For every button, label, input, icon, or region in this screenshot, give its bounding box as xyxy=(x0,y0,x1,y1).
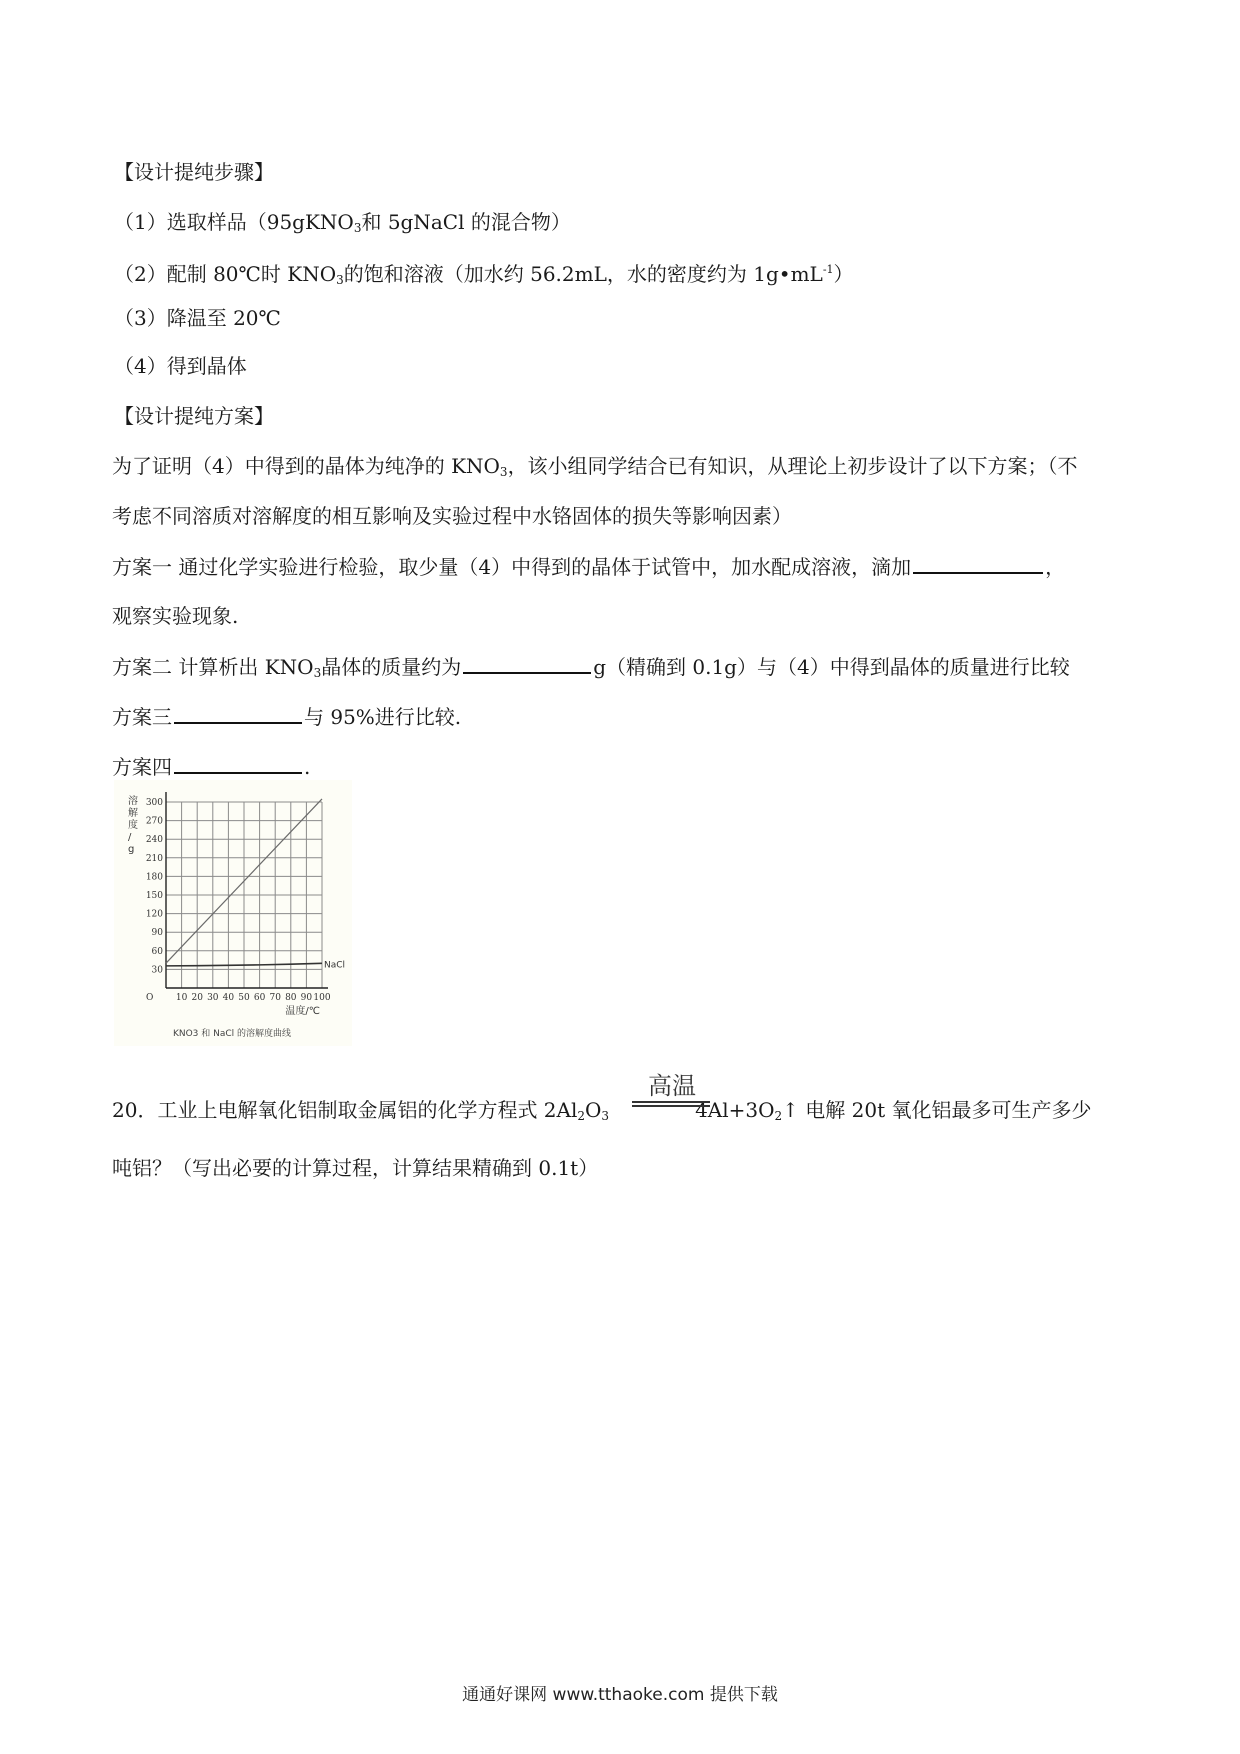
x-tick-label: 30 xyxy=(207,993,219,1003)
q20-line1: 20．工业上电解氧化铝制取金属铝的化学方程式 $2Al_2O_3$ $4Al+3O_2↑$ 电解 20t 氧化铝最多可生产多少 xyxy=(112,1098,1092,1123)
blank-2[interactable] xyxy=(463,652,591,674)
solubility-chart-svg xyxy=(114,780,352,1046)
chart-caption: KNO3 和 NaCl 的溶解度曲线 xyxy=(172,1029,292,1039)
blank-1[interactable] xyxy=(913,552,1043,574)
x-tick-label: 10 xyxy=(175,993,188,1003)
y-tick-label: 150 xyxy=(145,891,163,901)
x-tick-label: 40 xyxy=(222,993,235,1003)
y-tick-label: 60 xyxy=(151,946,163,957)
x-tick-label: 90 xyxy=(300,993,313,1003)
series-label: NaCl xyxy=(324,960,346,971)
plan-intro-line1: 为了证明（4）中得到的晶体为纯净的 $KNO_3$，该小组同学结合已有知识，从理论上初步设计了以下方案；（不 xyxy=(112,454,1078,479)
equation-bar-2 xyxy=(632,1105,710,1107)
plan-heading: 【设计提纯方案】 xyxy=(114,404,274,428)
blank-4[interactable] xyxy=(174,752,302,774)
x-tick-label: 70 xyxy=(269,993,281,1003)
x-axis-label: 温度/℃ xyxy=(285,1006,320,1017)
solubility-chart xyxy=(114,780,352,1046)
y-axis-label-char: / xyxy=(128,832,132,843)
x-tick-label: 60 xyxy=(253,993,266,1003)
footer: 通通好课网 www.tthaoke.com 提供下载 xyxy=(462,1685,778,1705)
plan-1: 方案一 通过化学实验进行检验，取少量（4）中得到的晶体于试管中，加水配成溶液，滴加 ， xyxy=(112,552,1065,581)
reaction-condition: 高温 xyxy=(648,1072,696,1100)
plan-intro-line2: 考虑不同溶质对溶解度的相互影响及实验过程中水铬固体的损失等影响因素） xyxy=(112,504,792,528)
equation-bar xyxy=(632,1101,710,1103)
plan-2: 方案二 计算析出 $KNO_3$晶体的质量约为 g（精确到 0.1g）与（4）中得到晶体的质量进行比较 xyxy=(112,652,1070,687)
y-tick-label: 240 xyxy=(145,835,163,846)
plan-1-cont: 观察实验现象. xyxy=(112,604,239,628)
x-tick-label: 20 xyxy=(191,993,203,1003)
x-tick-label: 100 xyxy=(313,993,331,1003)
blank-3[interactable] xyxy=(174,702,302,724)
x-tick-label: 80 xyxy=(285,993,297,1003)
step-1: （1）选取样品（95gKNO$_3$和 5gNaCl 的混合物） xyxy=(114,210,571,235)
step-2: （2）配制 80℃时 $KNO_3$的饱和溶液（加水约 56.2mL，水的密度约为 $1g•mL^{-1}$） xyxy=(114,262,854,287)
y-axis-label-char: 溶 xyxy=(128,796,138,807)
y-tick-label: 270 xyxy=(145,816,163,827)
steps-heading: 【设计提纯步骤】 xyxy=(114,160,274,184)
step-4: （4）得到晶体 xyxy=(114,354,247,378)
y-axis-label-char: g xyxy=(128,844,135,855)
plan-3: 方案三 与 95%进行比较. xyxy=(112,702,461,731)
y-axis-label-char: 度 xyxy=(128,820,138,831)
y-tick-label: 210 xyxy=(145,853,163,864)
y-tick-label: 180 xyxy=(145,872,163,883)
plan-4: 方案四 . xyxy=(112,752,310,781)
origin-label: O xyxy=(146,993,154,1003)
q20-line2: 吨铝？（写出必要的计算过程，计算结果精确到 0.1t） xyxy=(112,1156,599,1180)
y-tick-label: 300 xyxy=(145,798,163,808)
y-tick-label: 30 xyxy=(151,965,163,976)
y-tick-label: 90 xyxy=(151,928,163,939)
step-3: （3）降温至 20℃ xyxy=(114,306,281,330)
y-axis-label-char: 解 xyxy=(128,808,138,819)
x-tick-label: 50 xyxy=(238,993,250,1003)
y-tick-label: 120 xyxy=(145,909,163,920)
